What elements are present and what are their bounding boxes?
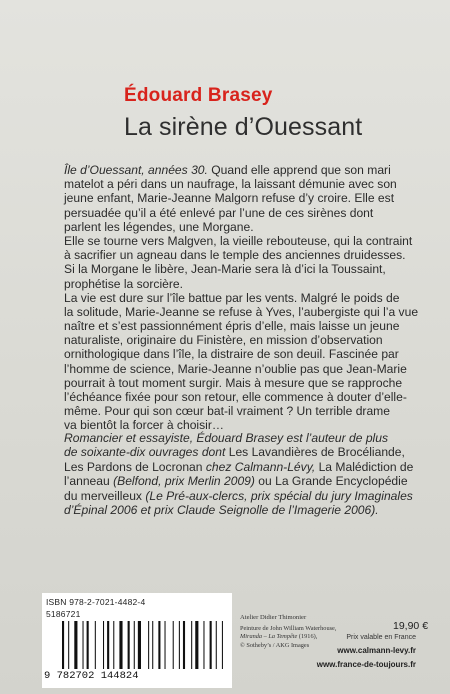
synopsis bbox=[64, 163, 419, 433]
text-line: naître et s’est passionnément épris d’elle, mais laisse un jeune bbox=[64, 319, 400, 334]
text-line: Si la Morgane le libère, Jean-Marie sera là d’ici la Toussaint, bbox=[64, 262, 386, 277]
text-line: naturaliste, originaire du Finistère, en mission d’observation bbox=[64, 333, 383, 348]
product-code: 5186721 bbox=[46, 609, 81, 619]
text-line: La vie est dure sur l’île battue par les vents. Malgré le poids de bbox=[64, 290, 400, 305]
text-line: persuadée qu’il a été enlevé par l’une de ces sirènes dont bbox=[64, 205, 374, 220]
author-bio bbox=[64, 431, 414, 517]
synopsis-paragraph-3 bbox=[64, 290, 419, 433]
text-line: jeune enfant, Marie-Jeanne Malgorn refuse d’y croire. Elle est bbox=[64, 191, 395, 206]
publisher-website: www.calmann-levy.fr bbox=[337, 646, 416, 655]
barcode-icon bbox=[62, 621, 228, 677]
text-line: © Sotheby’s / AKG Images bbox=[240, 641, 310, 649]
text-line: Les Pardons de Locronan chez Calmann-Lévy, La Malédiction de bbox=[64, 459, 414, 474]
text-line: à sacrifier un agneau dans le temple des anciennes druidesses. bbox=[64, 248, 406, 263]
collection-website: www.france-de-toujours.fr bbox=[316, 660, 416, 669]
text-line: du merveilleux (Le Pré-aux-clercs, prix spécial du jury Imaginales bbox=[64, 488, 413, 503]
text-line: même. Pour qui son cœur bat-il vraiment ? Un terrible drame bbox=[64, 404, 390, 419]
text-line: Île d’Ouessant, années 30. Quand elle apprend que son mari bbox=[64, 163, 391, 177]
text-line: prophétise la sorcière. bbox=[64, 276, 183, 291]
author-name: Édouard Brasey bbox=[124, 85, 273, 106]
credit-atelier: Atelier Didier Thimonier bbox=[240, 614, 307, 621]
text-line: l’homme de science, Marie-Jeanne n’oublie pas que Jean-Marie bbox=[64, 361, 407, 376]
text-line: parlent les légendes, une Morgane. bbox=[64, 219, 254, 234]
synopsis-paragraph-1 bbox=[64, 163, 397, 234]
isbn-text: ISBN 978-2-7021-4482-4 bbox=[46, 597, 146, 607]
text-line: Peinture de John William Waterhouse, bbox=[240, 625, 337, 633]
text-line: d’Épinal 2006 et prix Claude Seignolle de l’Imagerie 2006). bbox=[64, 502, 379, 517]
price-validity: Prix valable en France bbox=[346, 634, 416, 641]
text-line: matelot a péri dans un naufrage, la laissant démunie avec son bbox=[64, 177, 397, 192]
price: 19,90 € bbox=[393, 620, 429, 632]
text-line: de soixante-dix ouvrages dont Les Lavandières de Brocéliande, bbox=[64, 445, 405, 460]
text-line: l’échéance fixée pour son retour, elle commence à douter d’elle- bbox=[64, 390, 407, 404]
text-line: Romancier et essayiste, Édouard Brasey est l’auteur de plus bbox=[64, 431, 389, 445]
barcode-digits: 9 782702 144824 bbox=[44, 670, 139, 682]
text-line: l’anneau (Belfond, prix Merlin 2009) ou La Grande Encyclopédie bbox=[64, 474, 408, 489]
text-line: pourrait à tout moment surgir. Mais à mesure que se rapproche bbox=[64, 375, 403, 390]
text-line: ornithologique dans l’île, la distraire de son deuil. Fascinée par bbox=[64, 347, 399, 362]
text-line: Miranda – La Tempête (1916), bbox=[240, 633, 318, 641]
text-line: la solitude, Marie-Jeanne se refuse à Yves, l’aubergiste qui l’a vue bbox=[64, 304, 419, 319]
text-line: Elle se tourne vers Malgven, la vieille rebouteuse, qui la contraint bbox=[64, 233, 413, 248]
synopsis-paragraph-2 bbox=[64, 233, 413, 291]
text-line: va bientôt la forcer à choisir… bbox=[64, 418, 224, 433]
book-title: La sirène d’Ouessant bbox=[124, 113, 363, 141]
cover-credit bbox=[240, 614, 360, 650]
